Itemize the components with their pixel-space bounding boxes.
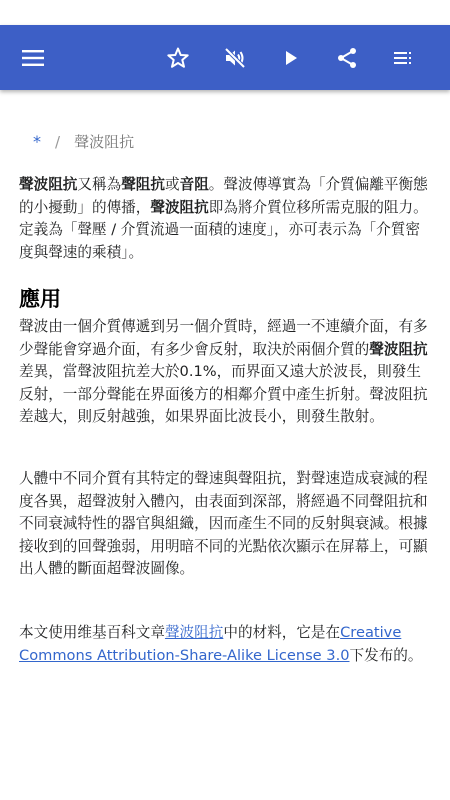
intro-text: 或 <box>164 176 180 193</box>
section-heading: 應用 <box>19 287 61 311</box>
paragraph-text: 聲波由一個介質傳遞到另一個介質時，經過一不連續介面，有多少聲能會穿過介面，有多少會反射，取決於兩個介質的 <box>19 318 428 358</box>
article-link[interactable]: 聲波阻抗 <box>164 624 224 641</box>
section-paragraph-2: 人體中不同介質有其特定的聲速與聲阻抗，對聲速造成衰減的程度各異，超聲波射入體內，由表面到深部，將經過不同聲阻抗和不同衰減特性的器官與組織，因而產生不同的反射與衰減。根據接收到的回聲強弱，用明暗不同的光點依次顯示在屏幕上，可顯出人體的斷面超聲波圖像。 <box>19 470 428 577</box>
app-toolbar <box>0 25 450 90</box>
bold-term: 聲波阻抗 <box>150 198 209 216</box>
license-link[interactable]: Creative Commons Attribution-Share-Alike License 3.0 <box>19 624 402 664</box>
bold-term: 音阻 <box>179 176 209 193</box>
breadcrumb-separator: / <box>55 132 61 151</box>
menu-icon[interactable] <box>9 25 57 90</box>
share-icon[interactable] <box>323 25 371 90</box>
intro-text: 。聲波傳導實為「介質偏離平衡態的小擾動」的傳播， <box>19 176 428 216</box>
bold-term: 聲波阻抗 <box>19 176 78 193</box>
breadcrumb <box>33 131 134 152</box>
breadcrumb-current: 聲波阻抗 <box>74 133 135 151</box>
intro-text: 又稱為 <box>77 176 122 193</box>
paragraph-text: 差異，當聲波阻抗差大於0.1%，而界面又遠大於波長，則發生反射，一部分聲能在界面後方的相鄰介質中產生折射。聲波阻抗差越大，則反射越強，如果界面比波長小，則發生散射。 <box>19 363 428 425</box>
intro-text: 即為將介質位移所需克服的阻力。定義為「聲壓 / 介質流過一面積的速度」，亦可表示為「介質密度與聲速的乘積」。 <box>19 198 428 261</box>
status-bar <box>0 0 450 25</box>
article-content <box>0 90 450 800</box>
license-text: 下发布的。 <box>349 646 423 664</box>
volume-off-icon[interactable] <box>211 25 259 90</box>
license-paragraph <box>19 622 433 667</box>
section-paragraph-1 <box>19 316 433 429</box>
bold-term: 聲波阻抗 <box>369 340 428 358</box>
table-of-contents-icon[interactable] <box>379 25 427 90</box>
play-icon[interactable] <box>267 25 315 90</box>
license-text: 中的材料，它是在 <box>223 624 341 641</box>
license-text: 本文使用维基百科文章 <box>19 624 165 641</box>
breadcrumb-home-link[interactable]: * <box>33 132 41 151</box>
bold-term: 聲阻抗 <box>121 176 165 193</box>
intro-paragraph <box>19 174 433 264</box>
star-outline-icon[interactable] <box>154 25 202 90</box>
